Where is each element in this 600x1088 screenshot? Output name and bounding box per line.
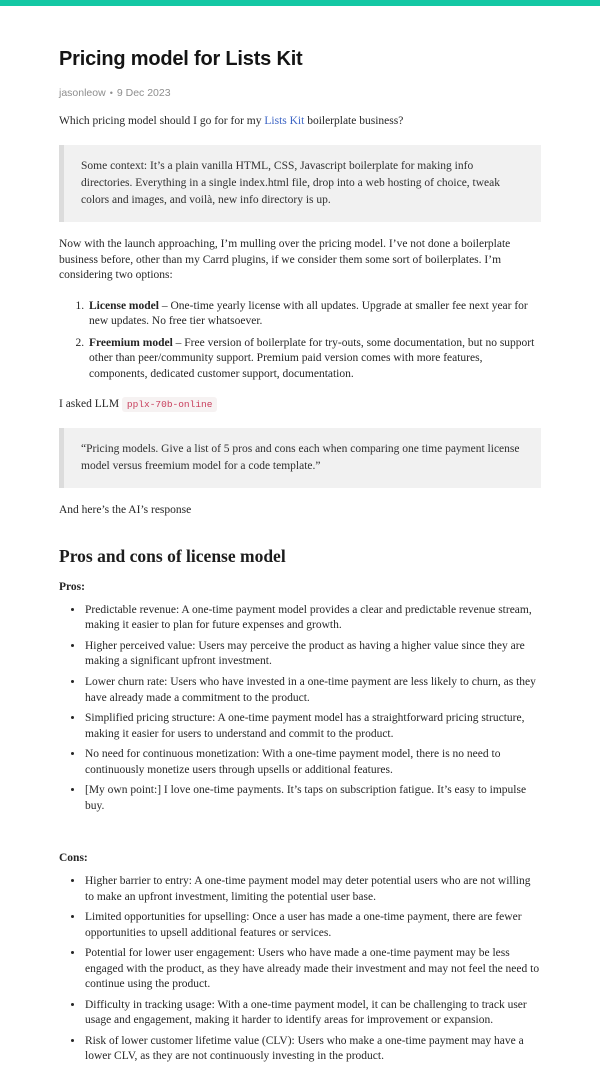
prompt-quote-text: “Pricing models. Give a list of 5 pros and cons each when comparing one time payment license model versus freemium model for a code template.”	[81, 442, 520, 473]
context-quote-text: Some context: It’s a plain vanilla HTML, CSS, Javascript boilerplate for making info directories. Everything in a single index.html file, drop into a web hosting of choice, tweak colors and images, and voilà, new info directory is up.	[81, 159, 501, 207]
list-item-freemium-model	[87, 336, 541, 383]
list-item: • Simplified pricing structure: A one-time payment model has a straightforward pricing structure, making it easier for users to understand and commit to the product.	[84, 711, 541, 742]
byline	[59, 87, 541, 99]
response-intro: And here’s the AI’s response	[59, 504, 192, 517]
list-item: • [My own point:] I love one-time payments. It’s taps on subscription fatigue. It’s easy to impulse buy.	[84, 783, 541, 814]
option-text: – Free version of boilerplate for try-outs, some documentation, but no support other than peer/community support. Premium paid version comes with more features, components, dedicated customer support, documentation.	[89, 336, 535, 380]
model-name-code: pplx-70b-online	[122, 397, 218, 412]
option-text: – One-time yearly license with all updates. Upgrade at smaller fee next year for new updates. No free tier whatsoever.	[89, 299, 528, 328]
mulling-paragraph: Now with the launch approaching, I’m mulling over the pricing model. I’ve not done a boilerplate business before, other than my Carrd plugins, if we consider them some sort of boilerplates. I’m considering two options:	[59, 238, 511, 282]
section-heading: Pros and cons of license model	[59, 545, 286, 566]
list-item: • Difficulty in tracking usage: With a one-time payment model, it can be challenging to track user usage and engagement, making it harder to identify areas for improvement or expansion.	[84, 998, 541, 1029]
asked-llm-line	[59, 397, 541, 413]
lists-kit-link[interactable]: Lists Kit	[264, 115, 305, 127]
prompt-blockquote	[59, 428, 541, 489]
cons-label: Cons:	[59, 852, 88, 865]
context-blockquote	[59, 145, 541, 223]
list-item: • Higher barrier to entry: A one-time payment model may deter potential users who are not willing to make an upfront investment, limiting the potential user base.	[84, 874, 541, 905]
cons-list	[59, 874, 541, 1065]
pros-list	[59, 603, 541, 814]
list-item: • Higher perceived value: Users may perceive the product as having a higher value since they are making a significant upfront investment.	[84, 639, 541, 670]
pricing-options-list	[59, 299, 541, 383]
post-date: 9 Dec 2023	[116, 87, 171, 99]
list-item-license-model	[87, 299, 541, 330]
list-item: • Predictable revenue: A one-time payment model provides a clear and predictable revenue stream, making it easier to plan for future expenses and growth.	[84, 603, 541, 634]
list-item: • Limited opportunities for upselling: Once a user has made a one-time payment, there are fewer opportunities to upsell additional features or services.	[84, 910, 541, 941]
article-container	[59, 6, 541, 1088]
intro-paragraph	[59, 114, 541, 130]
byline-separator-icon: •	[109, 88, 113, 98]
option-label: License model	[89, 299, 159, 312]
asked-llm-text: I asked LLM	[59, 398, 120, 411]
intro-text-before: Which pricing model should I go for for my	[59, 115, 265, 127]
list-item: • No need for continuous monetization: With a one-time payment model, there is no need to continuously monetize users through upsells or additional features.	[84, 747, 541, 778]
list-item: • Potential for lower user engagement: Users who have made a one-time payment may be less engaged with the product, as they have already made their investment and may not feel the need to continue using the product.	[84, 946, 541, 993]
author-name: jasonleow	[59, 87, 106, 99]
list-item: • Risk of lower customer lifetime value (CLV): Users who make a one-time payment may have a lower CLV, as they are not continuously investing in the product.	[84, 1034, 541, 1065]
option-label: Freemium model	[89, 336, 173, 349]
intro-text-after: boilerplate business?	[304, 115, 404, 127]
list-item: • Lower churn rate: Users who have invested in a one-time payment are less likely to churn, as they have already made a commitment to the product.	[84, 675, 541, 706]
pros-label: Pros:	[59, 580, 85, 593]
page-title: Pricing model for Lists Kit	[59, 48, 303, 70]
